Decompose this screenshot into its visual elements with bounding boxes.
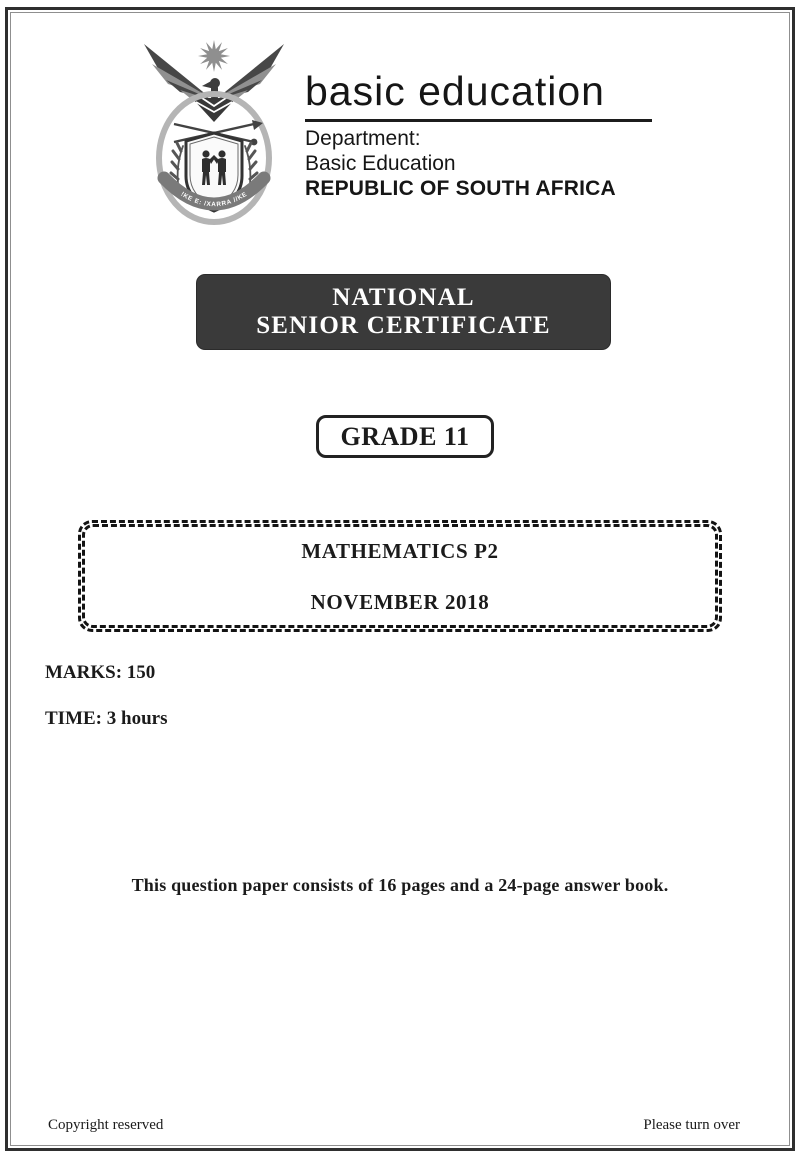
certificate-banner-line-1: NATIONAL — [332, 284, 475, 311]
masthead — [305, 70, 657, 201]
page-count-note: This question paper consists of 16 pages and a 24-page answer book. — [131, 875, 669, 895]
motto-text: !KE E: /XARRA //KE — [179, 190, 249, 209]
marks-line: MARKS: 150 — [45, 662, 156, 683]
certificate-banner — [197, 275, 610, 349]
coat-of-arms-icon — [138, 36, 290, 226]
brand-title: basic education — [305, 68, 605, 114]
time-line: TIME: 3 hours — [45, 708, 168, 729]
footer-turn-over: Please turn over — [643, 1117, 740, 1133]
exam-title-box — [78, 520, 722, 632]
protea-band-icon — [192, 98, 236, 122]
certificate-banner-line-2: SENIOR CERTIFICATE — [256, 312, 551, 339]
exam-title-box-inner — [82, 524, 718, 628]
exam-subject: MATHEMATICS P2 — [301, 538, 499, 563]
brand-underline — [305, 119, 652, 122]
sun-icon — [198, 40, 230, 72]
coat-of-arms-logo — [138, 36, 290, 226]
footer-copyright: Copyright reserved — [48, 1117, 164, 1133]
grade-badge: GRADE 11 — [316, 415, 494, 458]
department-line-3: REPUBLIC OF SOUTH AFRICA — [305, 177, 616, 201]
department-line-1: Department: — [305, 127, 421, 151]
department-lines — [305, 126, 657, 201]
exam-session: NOVEMBER 2018 — [310, 589, 490, 614]
department-line-2: Basic Education — [305, 152, 456, 176]
